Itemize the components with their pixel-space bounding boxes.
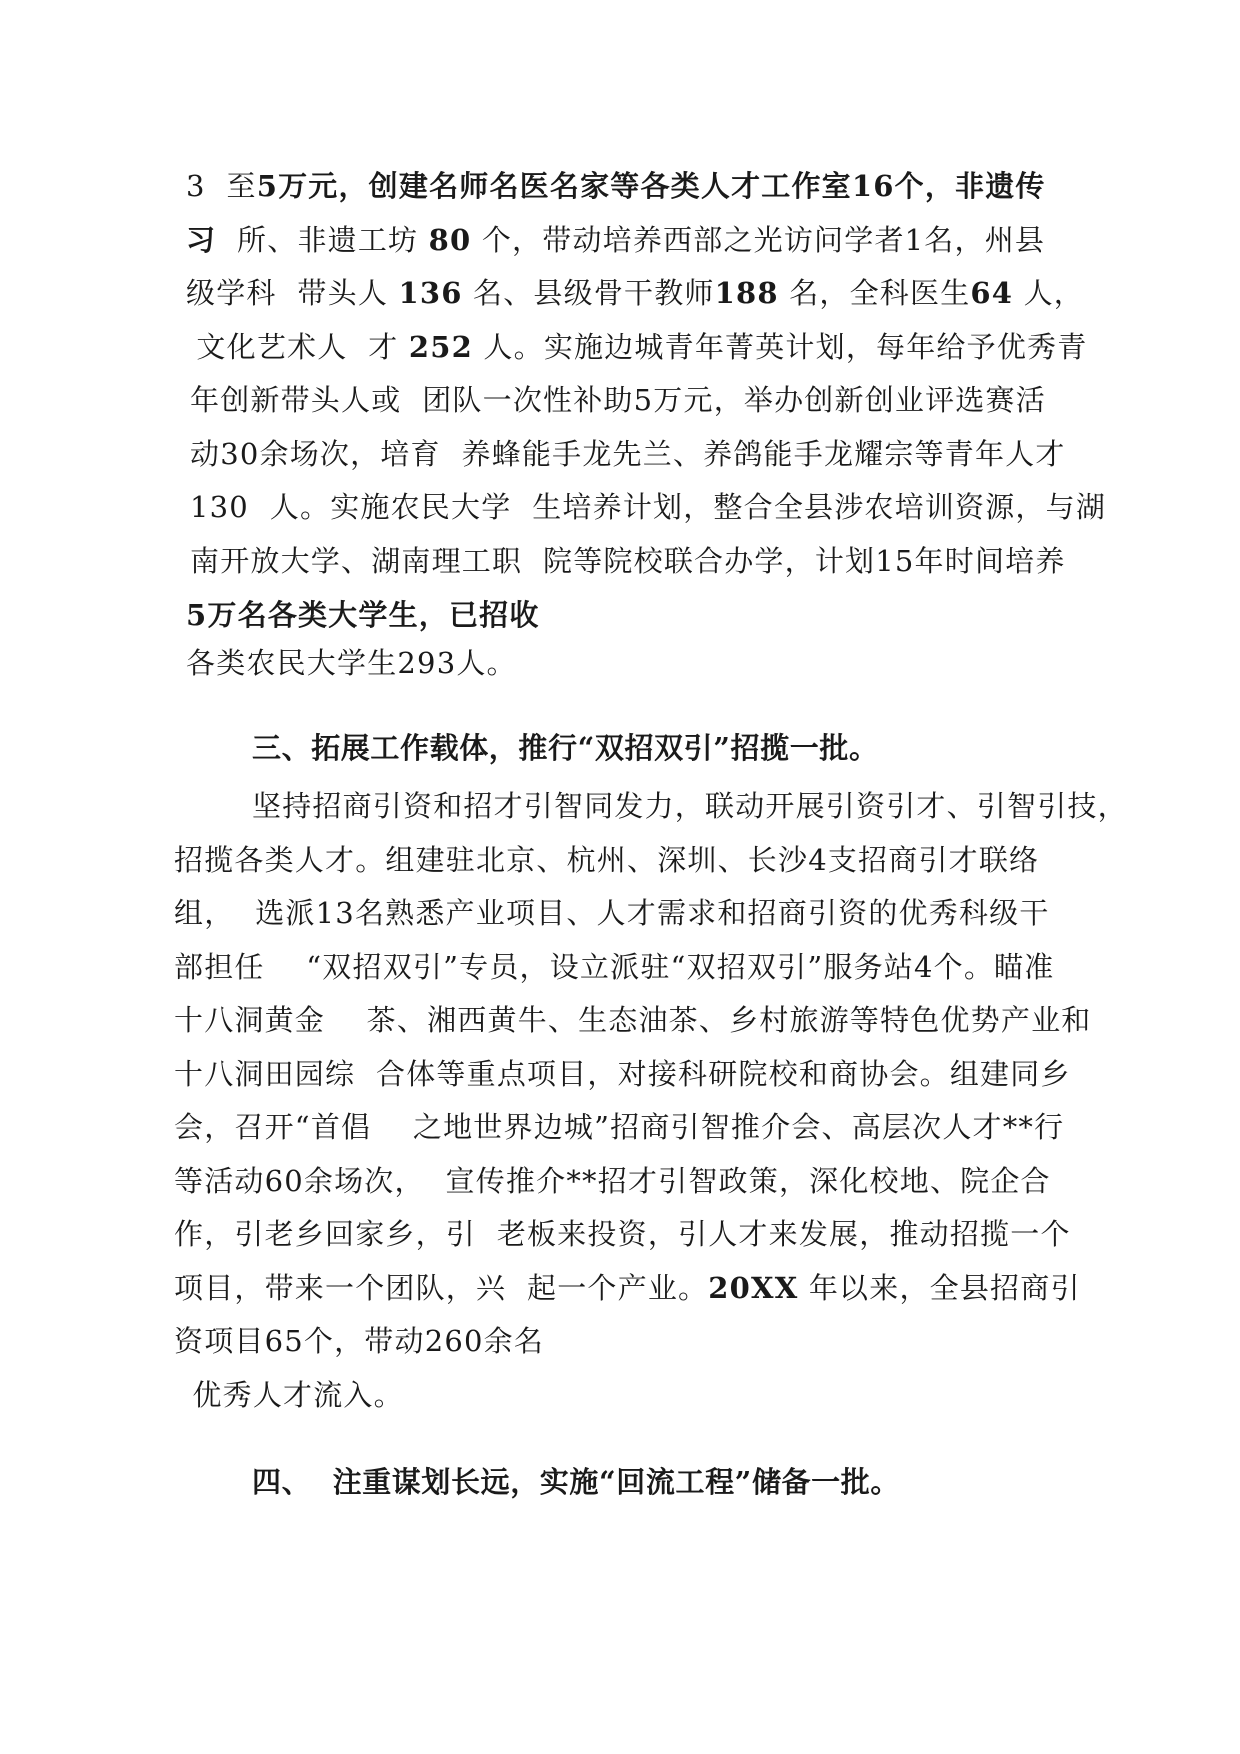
text-segment: 招揽各类人才。组建驻北京、杭州、深圳、长沙4支招商引才联络 bbox=[174, 843, 1040, 877]
text-line bbox=[174, 947, 1054, 987]
text-segment: 3 至 bbox=[186, 169, 257, 203]
text-line bbox=[190, 380, 1046, 420]
bold-text-segment: 80 bbox=[428, 223, 472, 257]
section-heading-4: 四、 注重谋划长远，实施“回流工程”储备一批。 bbox=[252, 1465, 900, 1499]
text-segment: 项目，带来一个团队，兴 起一个产业。 bbox=[174, 1271, 709, 1305]
text-segment: 各类农民大学生293人。 bbox=[186, 646, 517, 680]
bold-text-segment: 习 bbox=[186, 223, 217, 257]
text-line bbox=[174, 1161, 1051, 1201]
text-segment: 名、县级骨干教师 bbox=[462, 276, 715, 310]
text-segment: 所、非遗工坊 bbox=[216, 223, 429, 257]
text-line bbox=[186, 220, 1045, 260]
text-line bbox=[174, 1321, 544, 1361]
bold-text-segment: 5万名各类大学生，已招收 bbox=[186, 598, 540, 632]
text-segment: 十八洞黄金 茶、湘西黄牛、生态油茶、乡村旅游等特色优势产业和 bbox=[174, 1003, 1092, 1037]
text-line bbox=[190, 541, 1066, 581]
text-segment: 文化艺术人 才 bbox=[186, 330, 409, 364]
text-segment: 级学科 带头人 bbox=[186, 276, 399, 310]
text-line bbox=[186, 643, 517, 683]
text-line bbox=[182, 1375, 404, 1415]
text-segment: 个，带动培养西部之光访问学者1名，州县 bbox=[471, 223, 1046, 257]
text-segment: 作，引老乡回家乡，引 老板来投资，引人才来发展，推动招揽一个 bbox=[174, 1217, 1071, 1251]
text-segment: 年以来，全县招商引 bbox=[798, 1271, 1081, 1305]
text-line bbox=[186, 327, 1087, 367]
text-line bbox=[174, 893, 1050, 933]
text-line bbox=[174, 1054, 1071, 1094]
text-segment: 部担任 “双招双引”专员，设立派驻“双招双引”服务站4个。瞄准 bbox=[174, 950, 1055, 984]
text-line bbox=[174, 1268, 1081, 1308]
text-line bbox=[190, 487, 1106, 527]
text-segment: 年创新带头人或 团队一次性补助5万元，举办创新创业评选赛活 bbox=[190, 383, 1046, 417]
bold-text-segment: 252 bbox=[408, 330, 474, 364]
text-segment: 会，召开“首倡 之地世界边城”招商引智推介会、高层次人才**行 bbox=[174, 1110, 1065, 1144]
text-segment: 坚持招商引资和招才引智同发力，联动开展引资引才、引智引技， bbox=[252, 789, 1128, 823]
text-segment: 优秀人才流入。 bbox=[182, 1378, 404, 1412]
text-segment: 资项目65个，带动260余名 bbox=[174, 1324, 545, 1358]
text-line bbox=[190, 434, 1066, 474]
text-line bbox=[174, 1214, 1071, 1254]
text-line bbox=[186, 166, 1046, 206]
text-line bbox=[252, 786, 1128, 826]
bold-text-segment: 64 bbox=[970, 276, 1014, 310]
text-segment: 130 人。实施农民大学 生培养计划，整合全县涉农培训资源，与湖 bbox=[190, 490, 1107, 524]
text-line bbox=[174, 1000, 1091, 1040]
text-line bbox=[186, 273, 1084, 313]
text-segment: 组， 选派13名熟悉产业项目、人才需求和招商引资的优秀科级干 bbox=[174, 896, 1050, 930]
bold-text-segment: 188 bbox=[714, 276, 779, 310]
text-line bbox=[174, 840, 1039, 880]
bold-text-segment: 136 bbox=[398, 276, 463, 310]
bold-text-segment: 5万元，创建名师名医名家等各类人才工作室16个，非遗传 bbox=[256, 169, 1046, 203]
bold-text-segment: 20XX bbox=[708, 1271, 799, 1305]
text-segment: 动30余场次，培育 养蜂能手龙先兰、养鸽能手龙耀宗等青年人才 bbox=[190, 437, 1066, 471]
text-segment: 人。实施边城青年菁英计划，每年给予优秀青 bbox=[473, 330, 1088, 364]
text-line bbox=[174, 1107, 1064, 1147]
text-segment: 等活动60余场次， 宣传推介**招才引智政策，深化校地、院企合 bbox=[174, 1164, 1051, 1198]
text-segment: 名，全科医生 bbox=[778, 276, 971, 310]
text-segment: 南开放大学、湖南理工职 院等院校联合办学，计划15年时间培养 bbox=[190, 544, 1066, 578]
text-line bbox=[186, 595, 540, 635]
section-heading-3: 三、拓展工作载体，推行“双招双引”招揽一批。 bbox=[252, 731, 879, 765]
text-segment: 人， bbox=[1013, 276, 1084, 310]
text-segment: 十八洞田园综 合体等重点项目，对接科研院校和商协会。组建同乡 bbox=[174, 1057, 1071, 1091]
